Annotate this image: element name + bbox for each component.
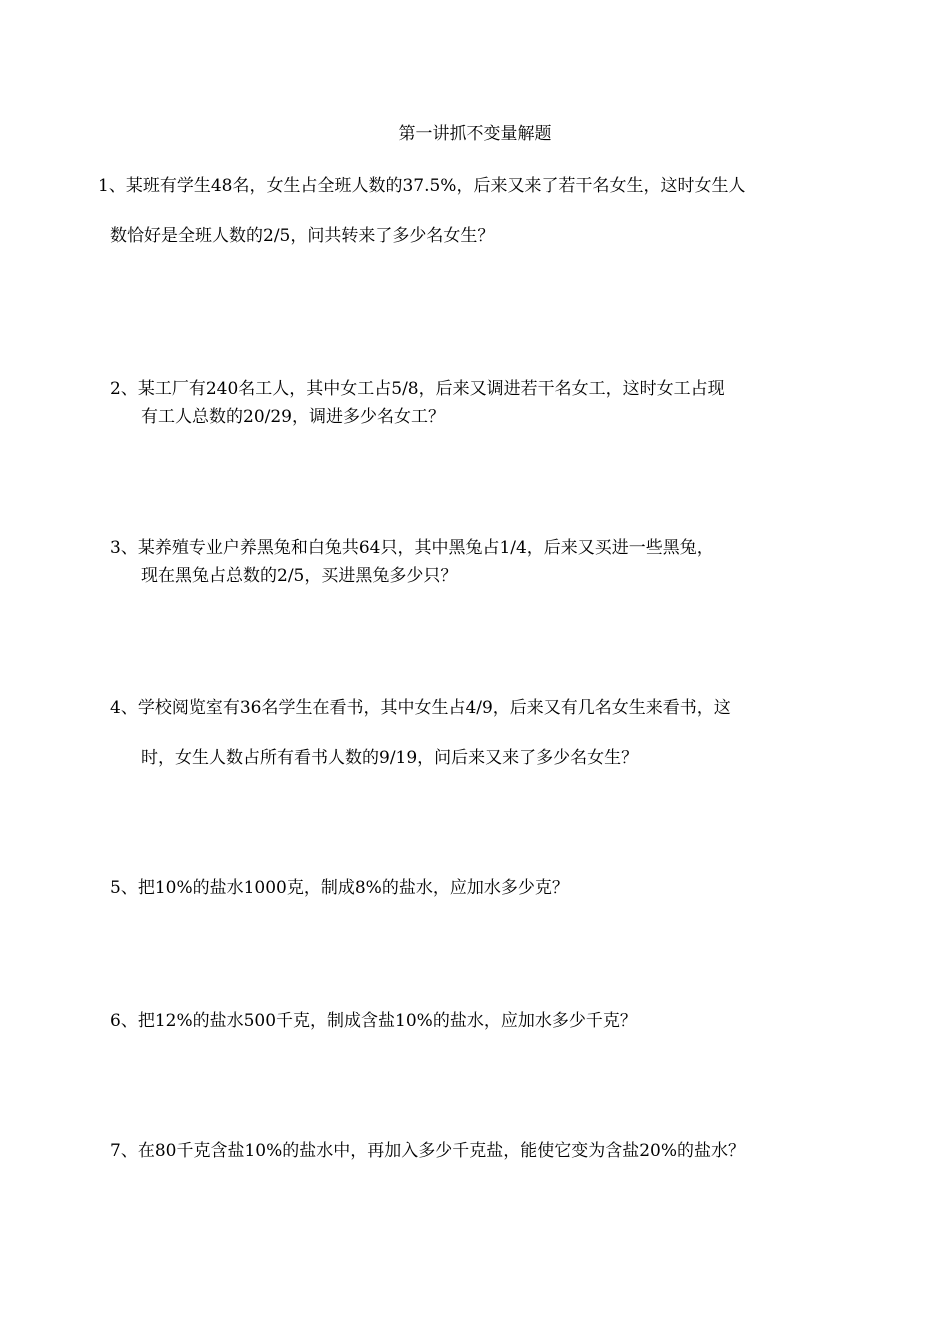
- problem-5-line-1: 5、把10%的盐水1000克，制成8%的盐水，应加水多少克？: [110, 878, 569, 898]
- problem-3-line-1: 3、某养殖专业户养黑兔和白兔共64只，其中黑兔占1/4，后来又买进一些黑兔，: [110, 538, 714, 558]
- problem-4-line-2: 时，女生人数占所有看书人数的9/19，问后来又来了多少名女生？: [141, 748, 639, 768]
- problem-1-line-1: 1、某班有学生48名，女生占全班人数的37.5%，后来又来了若干名女生，这时女生人: [98, 176, 746, 196]
- document-title: 第一讲抓不变量解题: [398, 124, 552, 144]
- problem-4-line-1: 4、学校阅览室有36名学生在看书，其中女生占4/9，后来又有几名女生来看书，这: [110, 698, 731, 718]
- problem-6-line-1: 6、把12%的盐水500千克，制成含盐10%的盐水，应加水多少千克？: [110, 1011, 637, 1031]
- problem-2-line-2: 有工人总数的20/29，调进多少名女工？: [141, 407, 445, 427]
- problem-1-line-2: 数恰好是全班人数的2/5，问共转来了多少名女生？: [110, 226, 495, 246]
- problem-2-line-1: 2、某工厂有240名工人，其中女工占5/8，后来又调进若干名女工，这时女工占现: [110, 379, 725, 399]
- problem-3-line-2: 现在黑兔占总数的2/5，买进黑兔多少只？: [141, 566, 458, 586]
- problem-7-line-1: 7、在80千克含盐10%的盐水中，再加入多少千克盐，能使它变为含盐20%的盐水？: [110, 1141, 746, 1161]
